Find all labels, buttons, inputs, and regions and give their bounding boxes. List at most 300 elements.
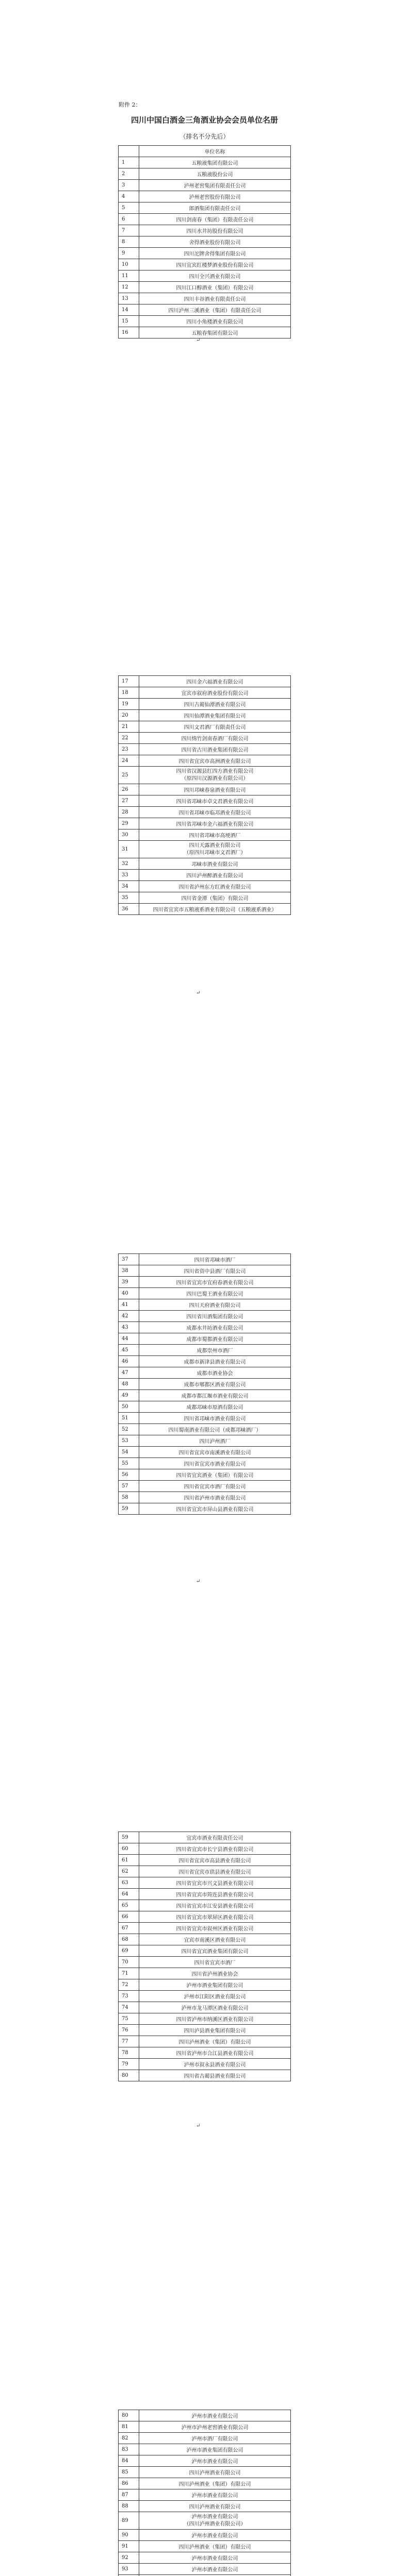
member-name: 四川水井坊股份有限公司 bbox=[139, 225, 291, 236]
table-row bbox=[119, 1333, 291, 1345]
member-name: 四川省邛崃市高埂酒厂 bbox=[139, 829, 291, 841]
member-name: 四川省泸州酒业协会 bbox=[139, 1968, 291, 1979]
row-number: 5 bbox=[119, 202, 139, 214]
row-number: 17 bbox=[119, 676, 139, 687]
table-row bbox=[119, 2552, 291, 2564]
table-row bbox=[119, 1923, 291, 1934]
member-table bbox=[118, 675, 291, 915]
table-row bbox=[119, 881, 291, 892]
row-number: 4 bbox=[119, 191, 139, 202]
table-row bbox=[119, 1254, 291, 1265]
member-name: 四川省宜宾市翠屏区酒业有限公司 bbox=[139, 1911, 291, 1923]
row-number: 78 bbox=[119, 2047, 139, 2059]
member-name: 泸州市酒业有限公司 bbox=[139, 2530, 291, 2541]
row-number: 1 bbox=[119, 157, 139, 168]
row-number: 46 bbox=[119, 1356, 139, 1367]
table-row bbox=[119, 767, 291, 784]
row-number: 61 bbox=[119, 1855, 139, 1866]
page-end-mark: ↵ bbox=[196, 1579, 201, 1584]
member-name-line: 四川省汉源县红四方酒业有限公司 bbox=[176, 768, 254, 774]
table-row bbox=[119, 304, 291, 316]
member-name: 四川泸州酒业（集团）有限公司 bbox=[139, 2541, 291, 2552]
table-row bbox=[119, 744, 291, 755]
page-2 bbox=[0, 578, 409, 1156]
member-name: 四川邛崃春泉酒业有限公司 bbox=[139, 784, 291, 795]
member-name: 四川泸县酒业集团有限公司 bbox=[139, 2025, 291, 2036]
table-row bbox=[119, 687, 291, 699]
table-row bbox=[119, 699, 291, 710]
member-name: 泸州市龙马潭区酒业有限公司 bbox=[139, 2002, 291, 2013]
member-name: 四川巴蜀王酒业有限公司 bbox=[139, 1288, 291, 1299]
member-name: 泸州市泸州老窖酒业有限公司 bbox=[139, 2421, 291, 2433]
row-number: 66 bbox=[119, 1911, 139, 1923]
member-name: 四川泸州酒业（集团）有限公司 bbox=[139, 2478, 291, 2489]
member-name: 成都水井坊酒业有限公司 bbox=[139, 1322, 291, 1333]
member-name: 泸州市酒业集团有限公司 bbox=[139, 2444, 291, 2455]
row-number: 88 bbox=[119, 2501, 139, 2512]
row-number: 39 bbox=[119, 1277, 139, 1288]
table-row bbox=[119, 1311, 291, 1322]
row-number: 53 bbox=[119, 1435, 139, 1447]
table-row bbox=[119, 1379, 291, 1390]
header-no-cell bbox=[119, 146, 139, 157]
member-name: 四川省宜宾市长宁县酒业有限公司 bbox=[139, 1843, 291, 1855]
table-row bbox=[119, 2478, 291, 2489]
row-number: 68 bbox=[119, 1934, 139, 1945]
row-number: 91 bbox=[119, 2541, 139, 2552]
row-number: 82 bbox=[119, 2433, 139, 2444]
table-row bbox=[119, 1877, 291, 1889]
table-row bbox=[119, 2410, 291, 2421]
row-number: 13 bbox=[119, 293, 139, 304]
row-number: 3 bbox=[119, 180, 139, 191]
member-name: 泸州老窖集团有限责任公司 bbox=[139, 180, 291, 191]
member-name: 四川泸州酒业有限公司 bbox=[139, 2501, 291, 2512]
row-number: 2 bbox=[119, 168, 139, 180]
page-end-mark: ↵ bbox=[196, 337, 201, 343]
page-end-mark: ↵ bbox=[196, 990, 201, 996]
table-row bbox=[119, 1911, 291, 1923]
table-row bbox=[119, 248, 291, 259]
member-table bbox=[118, 145, 291, 338]
member-name: 四川省宜宾酒业（集团）有限公司 bbox=[139, 1469, 291, 1481]
row-number: 89 bbox=[119, 2512, 139, 2530]
member-name: 四川省宜宾市酒厂 bbox=[139, 1957, 291, 1968]
row-number: 11 bbox=[119, 270, 139, 282]
member-name: 泸州市叙永县酒业有限公司 bbox=[139, 2059, 291, 2070]
row-number: 18 bbox=[119, 687, 139, 699]
table-row bbox=[119, 870, 291, 881]
row-number: 87 bbox=[119, 2489, 139, 2501]
row-number: 49 bbox=[119, 1390, 139, 1401]
row-number: 58 bbox=[119, 1492, 139, 1503]
table-row bbox=[119, 259, 291, 270]
row-number: 90 bbox=[119, 2530, 139, 2541]
member-table bbox=[118, 1253, 291, 1515]
row-number: 93 bbox=[119, 2564, 139, 2575]
row-number: 80 bbox=[119, 2070, 139, 2081]
table-row bbox=[119, 2444, 291, 2455]
row-number: 15 bbox=[119, 316, 139, 327]
row-number: 47 bbox=[119, 1367, 139, 1379]
table-row bbox=[119, 1934, 291, 1945]
table-row bbox=[119, 829, 291, 841]
row-number: 14 bbox=[119, 304, 139, 316]
row-number: 50 bbox=[119, 1401, 139, 1413]
row-number: 73 bbox=[119, 1991, 139, 2002]
member-name: 四川省宜宾市兴文县酒业有限公司 bbox=[139, 1877, 291, 1889]
table-row bbox=[119, 2070, 291, 2081]
document-subtitle: （排名不分先后） bbox=[179, 133, 230, 140]
member-name: 四川宜宾红楼梦酒业股份有限公司 bbox=[139, 259, 291, 270]
table-row bbox=[119, 327, 291, 338]
table-row bbox=[119, 1299, 291, 1311]
row-number: 62 bbox=[119, 1866, 139, 1877]
row-number: 44 bbox=[119, 1333, 139, 1345]
table-row bbox=[119, 236, 291, 248]
row-number: 20 bbox=[119, 710, 139, 721]
row-number: 7 bbox=[119, 225, 139, 236]
member-name bbox=[139, 767, 291, 784]
row-number: 42 bbox=[119, 1311, 139, 1322]
row-number: 32 bbox=[119, 858, 139, 870]
table-row bbox=[119, 1968, 291, 1979]
member-name: 四川省川酒集团有限公司 bbox=[139, 1311, 291, 1322]
row-number: 26 bbox=[119, 784, 139, 795]
row-number: 71 bbox=[119, 1968, 139, 1979]
member-name: 泸州市酒业有限公司 bbox=[139, 2410, 291, 2421]
table-row bbox=[119, 293, 291, 304]
row-number: 56 bbox=[119, 1469, 139, 1481]
row-number: 86 bbox=[119, 2478, 139, 2489]
member-table bbox=[118, 2410, 291, 2576]
member-name: 四川省泸州市合江县酒业有限公司 bbox=[139, 2047, 291, 2059]
row-number: 23 bbox=[119, 744, 139, 755]
table-row bbox=[119, 1424, 291, 1435]
table-row bbox=[119, 818, 291, 829]
member-name-line: 泸州市酒业有限公司 bbox=[191, 2514, 238, 2520]
row-number: 9 bbox=[119, 248, 139, 259]
table-row bbox=[119, 2530, 291, 2541]
member-name: 四川省邛崃市临邛酒业有限公司 bbox=[139, 807, 291, 818]
page-5 bbox=[0, 2312, 409, 2576]
member-name: 四川泸州酒业（集团）有限公司 bbox=[139, 2036, 291, 2047]
table-row bbox=[119, 2047, 291, 2059]
row-number: 21 bbox=[119, 721, 139, 733]
table-row bbox=[119, 214, 291, 225]
row-number: 81 bbox=[119, 2421, 139, 2433]
table-row bbox=[119, 1469, 291, 1481]
member-name: 成都市新津县酒业有限公司 bbox=[139, 1356, 291, 1367]
member-name: 四川剑南春（集团）有限责任公司 bbox=[139, 214, 291, 225]
member-name-note: （原四川邛崃市文君酒厂） bbox=[184, 850, 246, 856]
member-name: 五粮液股份公司 bbox=[139, 168, 291, 180]
row-number: 52 bbox=[119, 1424, 139, 1435]
member-name: 四川省邛崃市金六福酒业有限公司 bbox=[139, 818, 291, 829]
member-name: 四川天府酒业有限公司 bbox=[139, 1299, 291, 1311]
row-number: 36 bbox=[119, 904, 139, 915]
table-row bbox=[119, 710, 291, 721]
table-row bbox=[119, 1866, 291, 1877]
row-number: 60 bbox=[119, 1843, 139, 1855]
page-4 bbox=[0, 1734, 409, 2312]
row-number: 67 bbox=[119, 1923, 139, 1934]
table-row bbox=[119, 2501, 291, 2512]
table-row bbox=[119, 157, 291, 168]
member-name: 四川蜀南酒业有限公司（成都邛崃酒厂） bbox=[139, 1424, 291, 1435]
row-number: 85 bbox=[119, 2467, 139, 2478]
member-name: 邛崃市酒业有限公司 bbox=[139, 858, 291, 870]
member-name: 四川泸州三溪酒业（集团）有限责任公司 bbox=[139, 304, 291, 316]
member-name: 四川丰谷酒业有限责任公司 bbox=[139, 293, 291, 304]
table-row bbox=[119, 191, 291, 202]
member-name: 泸州市酒厂有限公司 bbox=[139, 2433, 291, 2444]
member-name: 四川省邛崃市卓文君酒业有限公司 bbox=[139, 795, 291, 807]
row-number: 12 bbox=[119, 282, 139, 293]
row-number: 6 bbox=[119, 214, 139, 225]
table-row bbox=[119, 1889, 291, 1900]
row-number: 59 bbox=[119, 1832, 139, 1843]
member-name-note: （原四川汉源酒业有限公司） bbox=[181, 775, 249, 782]
row-number: 72 bbox=[119, 1979, 139, 1991]
member-name: 四川省宜宾市筠连县酒业有限公司 bbox=[139, 1889, 291, 1900]
table-row bbox=[119, 1900, 291, 1911]
row-number: 31 bbox=[119, 841, 139, 858]
table-row bbox=[119, 841, 291, 858]
member-name-line: 四川天露酒业有限公司 bbox=[189, 842, 241, 849]
table-row bbox=[119, 1979, 291, 1991]
page-3 bbox=[0, 1156, 409, 1734]
member-name: 四川省金潭（集团）有限公司 bbox=[139, 892, 291, 904]
table-row bbox=[119, 892, 291, 904]
row-number: 30 bbox=[119, 829, 139, 841]
member-name: 成都市郫都区酒业有限公司 bbox=[139, 1379, 291, 1390]
row-number: 34 bbox=[119, 881, 139, 892]
member-name: 四川省宜宾市酒厂有限公司 bbox=[139, 1481, 291, 1492]
table-row bbox=[119, 1458, 291, 1469]
table-row bbox=[119, 270, 291, 282]
member-name: 宜宾市叙府酒业股份有限公司 bbox=[139, 687, 291, 699]
member-table bbox=[118, 1832, 291, 2081]
document-title: 四川中国白酒金三角酒业协会会员单位名册 bbox=[130, 115, 278, 125]
member-name-note: （四川泸州酒业有限公司） bbox=[184, 2521, 246, 2527]
row-number: 69 bbox=[119, 1945, 139, 1957]
table-row bbox=[119, 795, 291, 807]
member-name: 四川泸州醉酒业有限公司 bbox=[139, 870, 291, 881]
member-name: 四川省宜宾市高洲酒业有限公司 bbox=[139, 755, 291, 767]
row-number: 54 bbox=[119, 1447, 139, 1458]
row-number: 24 bbox=[119, 755, 139, 767]
table-row bbox=[119, 2036, 291, 2047]
member-name: 四川江口醇酒业（集团）有限公司 bbox=[139, 282, 291, 293]
row-number: 28 bbox=[119, 807, 139, 818]
member-name: 泸州市酒业有限公司 bbox=[139, 2552, 291, 2564]
member-name: 成都市都江堰市酒业有限公司 bbox=[139, 1390, 291, 1401]
table-row bbox=[119, 1277, 291, 1288]
table-row bbox=[119, 2489, 291, 2501]
table-row bbox=[119, 180, 291, 191]
member-name: 四川文君酒厂有限责任公司 bbox=[139, 721, 291, 733]
row-number: 77 bbox=[119, 2036, 139, 2047]
table-row bbox=[119, 1367, 291, 1379]
row-number: 8 bbox=[119, 236, 139, 248]
row-number: 83 bbox=[119, 2444, 139, 2455]
member-name: 四川古蔺仙潭酒业有限公司 bbox=[139, 699, 291, 710]
member-name: 四川省古蔺县酒业有限公司 bbox=[139, 2070, 291, 2081]
table-row bbox=[119, 2059, 291, 2070]
table-row bbox=[119, 316, 291, 327]
row-number: 84 bbox=[119, 2455, 139, 2467]
row-number: 43 bbox=[119, 1322, 139, 1333]
member-name: 泸州市酒业集团有限公司 bbox=[139, 1979, 291, 1991]
member-name: 成都市蜀都酒业有限公司 bbox=[139, 1333, 291, 1345]
member-name: 成都崇州市酒厂 bbox=[139, 1345, 291, 1356]
table-row bbox=[119, 1356, 291, 1367]
table-row bbox=[119, 2013, 291, 2025]
table-row bbox=[119, 1503, 291, 1515]
table-row bbox=[119, 858, 291, 870]
table-row bbox=[119, 1265, 291, 1277]
member-name bbox=[139, 2512, 291, 2530]
row-number: 70 bbox=[119, 1957, 139, 1968]
table-row bbox=[119, 2433, 291, 2444]
row-number: 38 bbox=[119, 1265, 139, 1277]
table-row bbox=[119, 1447, 291, 1458]
row-number: 74 bbox=[119, 2002, 139, 2013]
table-row bbox=[119, 2541, 291, 2552]
member-name: 泸州老窖股份有限公司 bbox=[139, 191, 291, 202]
member-name: 四川沱牌舍得集团有限公司 bbox=[139, 248, 291, 259]
member-name: 郎酒集团有限责任公司 bbox=[139, 202, 291, 214]
member-name: 四川省宜宾市酒业有限公司 bbox=[139, 1458, 291, 1469]
table-row bbox=[119, 1492, 291, 1503]
member-name: 四川仙潭酒业集团有限公司 bbox=[139, 710, 291, 721]
table-row bbox=[119, 676, 291, 687]
row-number: 51 bbox=[119, 1413, 139, 1424]
table-row bbox=[119, 2564, 291, 2575]
member-name: 舍得酒业股份有限公司 bbox=[139, 236, 291, 248]
row-number: 75 bbox=[119, 2013, 139, 2025]
row-number: 19 bbox=[119, 699, 139, 710]
table-row bbox=[119, 1401, 291, 1413]
table-row bbox=[119, 225, 291, 236]
table-row bbox=[119, 2467, 291, 2478]
header-name-cell: 单位名称 bbox=[139, 146, 291, 157]
row-number: 55 bbox=[119, 1458, 139, 1469]
row-number: 37 bbox=[119, 1254, 139, 1265]
member-name: 成都市酒业协会 bbox=[139, 1367, 291, 1379]
member-name: 四川省邛崃市酒厂 bbox=[139, 1254, 291, 1265]
table-row bbox=[119, 1413, 291, 1424]
table-row bbox=[119, 202, 291, 214]
member-name: 四川省宜宾市叙州区酒业有限公司 bbox=[139, 1923, 291, 1934]
page-end-mark: ↵ bbox=[196, 2123, 201, 2129]
row-number: 22 bbox=[119, 733, 139, 744]
table-row bbox=[119, 721, 291, 733]
row-number: 92 bbox=[119, 2552, 139, 2564]
row-number: 59 bbox=[119, 1503, 139, 1515]
table-row bbox=[119, 807, 291, 818]
member-name: 四川金六福酒业有限公司 bbox=[139, 676, 291, 687]
member-name: 四川省宜宾酒业集团有限公司 bbox=[139, 1945, 291, 1957]
member-name: 四川省宜宾市宜府春酒业有限公司 bbox=[139, 1277, 291, 1288]
member-name: 四川省泸州市纳溪区酒业有限公司 bbox=[139, 2013, 291, 2025]
member-name: 宜宾市南溪区酒业有限公司 bbox=[139, 1934, 291, 1945]
table-row bbox=[119, 1345, 291, 1356]
table-row bbox=[119, 1991, 291, 2002]
row-number: 25 bbox=[119, 767, 139, 784]
table-row bbox=[119, 1390, 291, 1401]
row-number: 40 bbox=[119, 1288, 139, 1299]
row-number: 80 bbox=[119, 2410, 139, 2421]
row-number: 65 bbox=[119, 1900, 139, 1911]
member-name: 泸州市酒业有限公司 bbox=[139, 2455, 291, 2467]
row-number: 41 bbox=[119, 1299, 139, 1311]
table-row bbox=[119, 904, 291, 915]
table-row bbox=[119, 2025, 291, 2036]
row-number: 48 bbox=[119, 1379, 139, 1390]
member-name: 四川泸州酒厂 bbox=[139, 1435, 291, 1447]
row-number: 64 bbox=[119, 1889, 139, 1900]
table-row bbox=[119, 733, 291, 744]
row-number: 45 bbox=[119, 1345, 139, 1356]
row-number: 33 bbox=[119, 870, 139, 881]
row-number: 27 bbox=[119, 795, 139, 807]
member-name: 泸州市江阳区酒业有限公司 bbox=[139, 1991, 291, 2002]
member-name: 四川省宜宾市江安县酒业有限公司 bbox=[139, 1900, 291, 1911]
member-name: 泸州市酒业有限公司 bbox=[139, 2564, 291, 2575]
member-name: 五粮春集团有限公司 bbox=[139, 327, 291, 338]
table-row bbox=[119, 1288, 291, 1299]
table-row bbox=[119, 2512, 291, 2530]
row-number: 35 bbox=[119, 892, 139, 904]
table-header-row bbox=[119, 146, 291, 157]
table-row bbox=[119, 1843, 291, 1855]
member-name bbox=[139, 841, 291, 858]
table-row bbox=[119, 1832, 291, 1843]
row-number: 57 bbox=[119, 1481, 139, 1492]
table-row bbox=[119, 282, 291, 293]
row-number: 16 bbox=[119, 327, 139, 338]
member-name: 泸州市酒业有限公司 bbox=[139, 2489, 291, 2501]
member-name: 四川省古川酒业集团有限公司 bbox=[139, 744, 291, 755]
member-name: 四川全兴酒业有限公司 bbox=[139, 270, 291, 282]
table-row bbox=[119, 755, 291, 767]
table-row bbox=[119, 1957, 291, 1968]
row-number: 29 bbox=[119, 818, 139, 829]
member-name: 四川省宜宾市五粮液系酒业有限公司（五粮液系酒业） bbox=[139, 904, 291, 915]
member-name: 五粮液集团有限公司 bbox=[139, 157, 291, 168]
member-name: 四川省宜宾市屏山县酒业有限公司 bbox=[139, 1503, 291, 1515]
row-number: 76 bbox=[119, 2025, 139, 2036]
row-number: 10 bbox=[119, 259, 139, 270]
member-name: 成都邛崃市原酒有限公司 bbox=[139, 1401, 291, 1413]
attachment-label: 附件 2： bbox=[119, 101, 141, 108]
page-1 bbox=[0, 0, 409, 578]
table-row bbox=[119, 2421, 291, 2433]
table-row bbox=[119, 784, 291, 795]
row-number: 63 bbox=[119, 1877, 139, 1889]
member-name: 四川省宜宾市珙县酒业有限公司 bbox=[139, 1866, 291, 1877]
row-number: 79 bbox=[119, 2059, 139, 2070]
table-row bbox=[119, 1435, 291, 1447]
member-name: 四川小角楼酒业有限公司 bbox=[139, 316, 291, 327]
table-row bbox=[119, 2002, 291, 2013]
table-row bbox=[119, 1481, 291, 1492]
member-name: 四川省资中县酒厂有限公司 bbox=[139, 1265, 291, 1277]
member-name: 四川省泸州市酒业有限公司 bbox=[139, 1492, 291, 1503]
member-name: 四川省宜宾市南溪酒业有限公司 bbox=[139, 1447, 291, 1458]
